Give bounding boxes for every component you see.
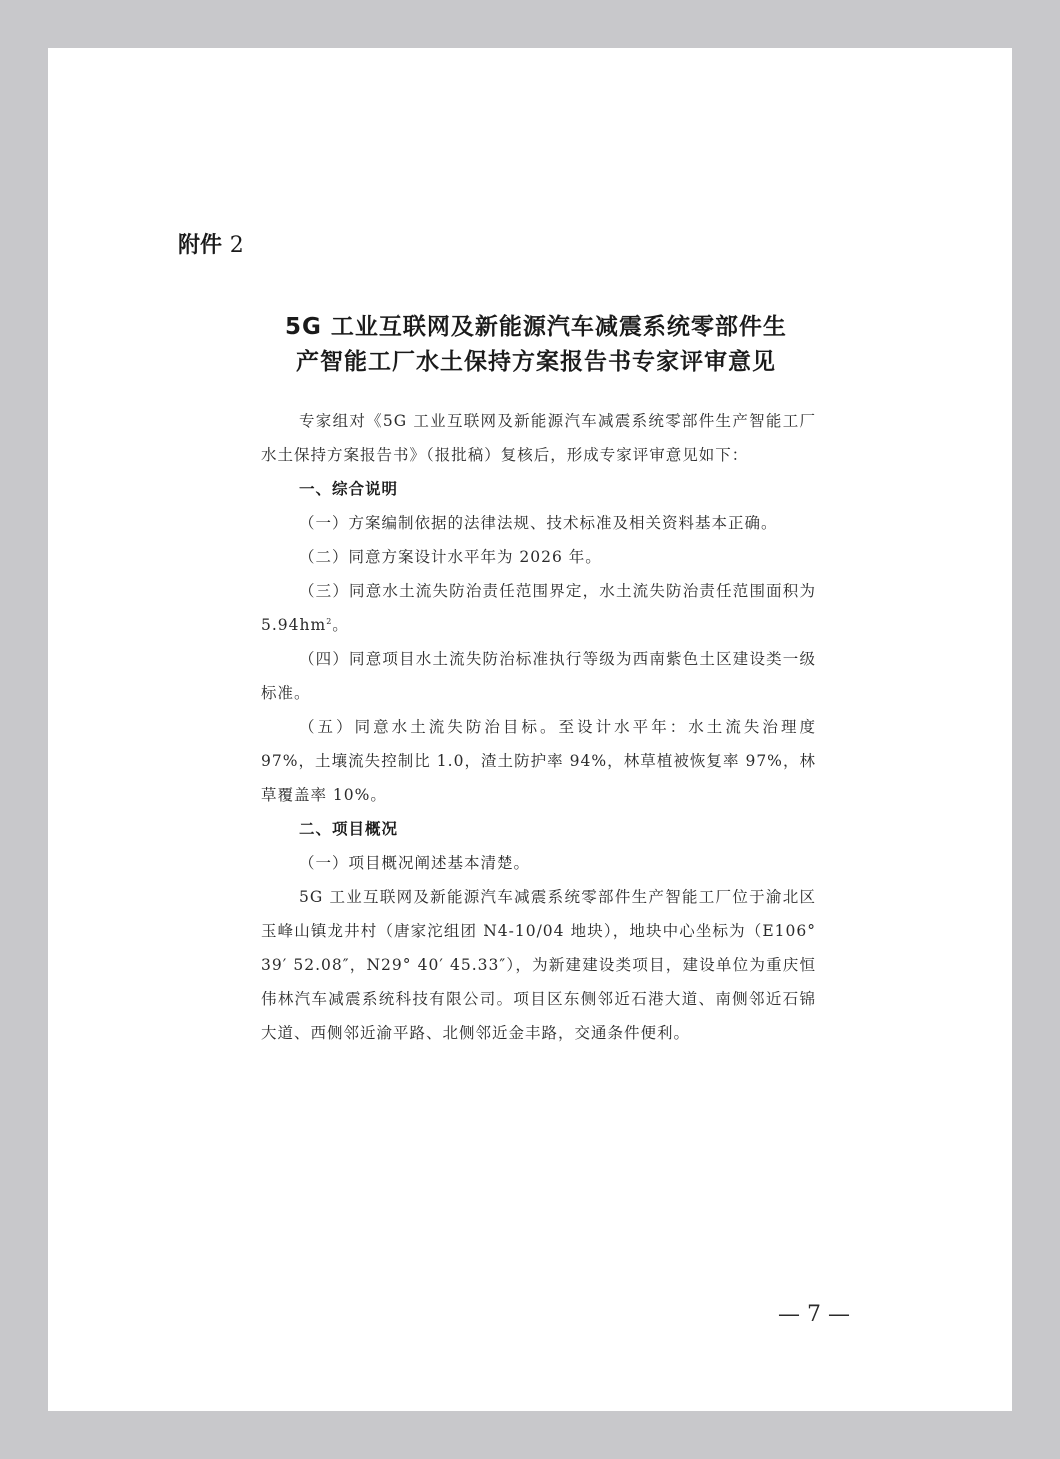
document-title — [256, 310, 816, 380]
attachment-text: 附件 — [178, 233, 223, 258]
attachment-label — [178, 228, 244, 259]
section-heading-overview: 一、综合说明 — [299, 480, 399, 498]
overview-item-5: （五）同意水土流失防治目标。至设计水平年：水土流失治理度 97%，土壤流失控制比 1.0，渣土防护率 94%，林草植被恢复率 97%，林草覆盖率 10%。 — [261, 718, 816, 804]
overview-item-3 — [261, 574, 816, 642]
project-item-1: （一）项目概况阐述基本清楚。 — [299, 854, 531, 872]
document-page — [48, 48, 1012, 1411]
intro-paragraph: 专家组对《5G 工业互联网及新能源汽车减震系统零部件生产智能工厂水土保持方案报告书》（报批稿）复核后，形成专家评审意见如下： — [261, 412, 816, 464]
overview-item-3-text: （三）同意水土流失防治责任范围界定，水土流失防治责任范围面积为 5.94hm — [261, 582, 816, 634]
title-line-2: 产智能工厂水土保持方案报告书专家评审意见 — [296, 349, 776, 375]
area-unit-superscript: 2 — [326, 616, 333, 626]
overview-item-1: （一）方案编制依据的法律法规、技术标准及相关资料基本正确。 — [299, 514, 778, 532]
overview-item-3-end: 。 — [332, 616, 349, 634]
document-body — [261, 404, 816, 1050]
project-description: 5G 工业互联网及新能源汽车减震系统零部件生产智能工厂位于渝北区玉峰山镇龙井村（唐家沱组团 N4-10/04 地块），地块中心坐标为（E106° 39′ 52.08″，N29° 40′ 45.33″），为新建建设类项目，建设单位为重庆恒伟林汽车减震系统科技有限公司。项目区东侧邻近石港大道、南侧邻近石锦大道、西侧邻近渝平路、北侧邻近金丰路，交通条件便利。 — [261, 888, 816, 1042]
attachment-number: 2 — [229, 233, 244, 258]
section-heading-project: 二、项目概况 — [299, 820, 399, 838]
page-number: — 7 — — [778, 1302, 850, 1327]
overview-item-2: （二）同意方案设计水平年为 2026 年。 — [299, 548, 602, 566]
title-line-1: 5G 工业互联网及新能源汽车减震系统零部件生 — [285, 314, 787, 340]
overview-item-4: （四）同意项目水土流失防治标准执行等级为西南紫色土区建设类一级标准。 — [261, 650, 816, 702]
